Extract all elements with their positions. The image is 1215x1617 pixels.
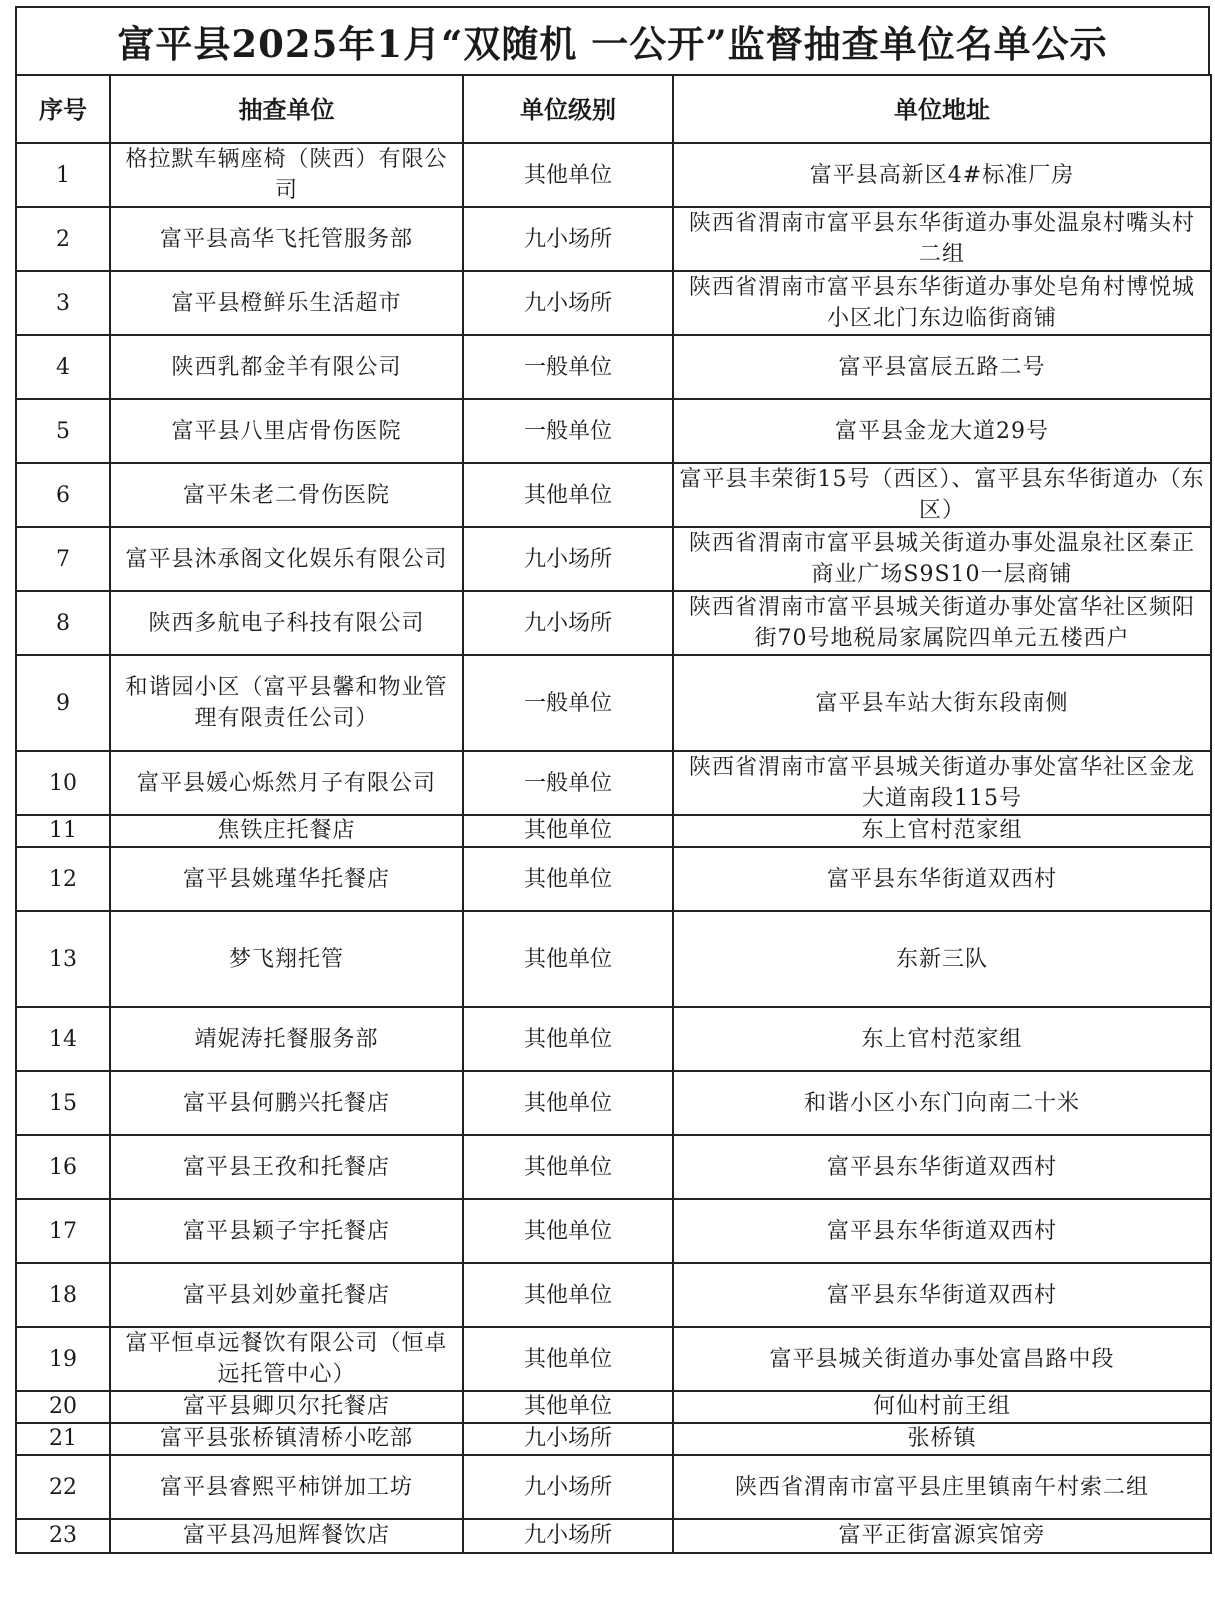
cell-unit: 靖妮涛托餐服务部 <box>110 1007 463 1071</box>
cell-level: 一般单位 <box>463 399 673 463</box>
cell-address: 陕西省渭南市富平县城关街道办事处温泉社区秦正商业广场S9S10一层商铺 <box>673 527 1211 591</box>
cell-level: 其他单位 <box>463 1007 673 1071</box>
cell-address: 东上官村范家组 <box>673 815 1211 847</box>
cell-address: 富平县东华街道双西村 <box>673 1263 1211 1327</box>
cell-level: 其他单位 <box>463 1135 673 1199</box>
cell-no: 10 <box>16 751 110 815</box>
cell-address: 东新三队 <box>673 911 1211 1007</box>
table-row <box>16 655 1211 751</box>
cell-unit: 富平朱老二骨伤医院 <box>110 463 463 527</box>
table-row <box>16 1455 1211 1519</box>
cell-unit: 富平县高华飞托管服务部 <box>110 207 463 271</box>
cell-unit: 梦飞翔托管 <box>110 911 463 1007</box>
cell-unit: 富平县橙鲜乐生活超市 <box>110 271 463 335</box>
cell-level: 一般单位 <box>463 751 673 815</box>
cell-no: 5 <box>16 399 110 463</box>
cell-unit: 富平县沐承阁文化娱乐有限公司 <box>110 527 463 591</box>
table-row <box>16 207 1211 271</box>
cell-address: 东上官村范家组 <box>673 1007 1211 1071</box>
cell-unit: 富平县睿熙平柿饼加工坊 <box>110 1455 463 1519</box>
cell-address: 富平县丰荣街15号（西区）、富平县东华街道办（东区） <box>673 463 1211 527</box>
cell-no: 6 <box>16 463 110 527</box>
cell-level: 其他单位 <box>463 1327 673 1391</box>
header-address: 单位地址 <box>673 75 1211 143</box>
cell-no: 7 <box>16 527 110 591</box>
inspection-table <box>15 74 1212 1554</box>
cell-address: 陕西省渭南市富平县东华街道办事处皂角村博悦城小区北门东边临街商铺 <box>673 271 1211 335</box>
cell-level: 其他单位 <box>463 1263 673 1327</box>
table-row <box>16 143 1211 207</box>
cell-unit: 富平县颖子宇托餐店 <box>110 1199 463 1263</box>
cell-no: 8 <box>16 591 110 655</box>
cell-level: 其他单位 <box>463 847 673 911</box>
page-title: 富平县2025年1月“双随机 一公开”监督抽查单位名单公示 <box>15 6 1210 74</box>
cell-no: 14 <box>16 1007 110 1071</box>
table-row <box>16 1135 1211 1199</box>
cell-level: 其他单位 <box>463 1391 673 1423</box>
header-unit: 抽查单位 <box>110 75 463 143</box>
table-row <box>16 1071 1211 1135</box>
cell-no: 3 <box>16 271 110 335</box>
cell-no: 12 <box>16 847 110 911</box>
header-level: 单位级别 <box>463 75 673 143</box>
cell-address: 富平县东华街道双西村 <box>673 847 1211 911</box>
cell-no: 21 <box>16 1423 110 1455</box>
cell-level: 一般单位 <box>463 655 673 751</box>
cell-no: 15 <box>16 1071 110 1135</box>
cell-level: 其他单位 <box>463 911 673 1007</box>
cell-no: 4 <box>16 335 110 399</box>
cell-no: 11 <box>16 815 110 847</box>
cell-no: 16 <box>16 1135 110 1199</box>
cell-unit: 富平县冯旭辉餐饮店 <box>110 1519 463 1553</box>
cell-unit: 富平县张桥镇清桥小吃部 <box>110 1423 463 1455</box>
cell-unit: 焦铁庄托餐店 <box>110 815 463 847</box>
cell-address: 富平县车站大街东段南侧 <box>673 655 1211 751</box>
table-row <box>16 1327 1211 1391</box>
cell-address: 富平县东华街道双西村 <box>673 1199 1211 1263</box>
table-row <box>16 751 1211 815</box>
cell-address: 陕西省渭南市富平县城关街道办事处富华社区频阳街70号地税局家属院四单元五楼西户 <box>673 591 1211 655</box>
cell-no: 13 <box>16 911 110 1007</box>
cell-address: 陕西省渭南市富平县庄里镇南午村索二组 <box>673 1455 1211 1519</box>
table-row <box>16 1519 1211 1553</box>
cell-address: 富平县富辰五路二号 <box>673 335 1211 399</box>
cell-address: 何仙村前王组 <box>673 1391 1211 1423</box>
cell-no: 18 <box>16 1263 110 1327</box>
table-row <box>16 527 1211 591</box>
cell-level: 九小场所 <box>463 271 673 335</box>
cell-address: 富平县东华街道双西村 <box>673 1135 1211 1199</box>
cell-unit: 富平县刘妙童托餐店 <box>110 1263 463 1327</box>
cell-unit: 格拉默车辆座椅（陕西）有限公司 <box>110 143 463 207</box>
cell-no: 20 <box>16 1391 110 1423</box>
cell-no: 9 <box>16 655 110 751</box>
cell-unit: 富平恒卓远餐饮有限公司（恒卓远托管中心） <box>110 1327 463 1391</box>
cell-no: 1 <box>16 143 110 207</box>
cell-level: 其他单位 <box>463 463 673 527</box>
cell-unit: 富平县何鹏兴托餐店 <box>110 1071 463 1135</box>
table-header-row <box>16 75 1211 143</box>
cell-no: 22 <box>16 1455 110 1519</box>
table-row <box>16 911 1211 1007</box>
cell-no: 2 <box>16 207 110 271</box>
cell-unit: 富平县卿贝尔托餐店 <box>110 1391 463 1423</box>
table-row <box>16 1391 1211 1423</box>
cell-no: 23 <box>16 1519 110 1553</box>
cell-level: 九小场所 <box>463 1423 673 1455</box>
cell-address: 陕西省渭南市富平县城关街道办事处富华社区金龙大道南段115号 <box>673 751 1211 815</box>
cell-level: 其他单位 <box>463 143 673 207</box>
table-row <box>16 399 1211 463</box>
table-row <box>16 463 1211 527</box>
table-row <box>16 815 1211 847</box>
cell-address: 和谐小区小东门向南二十米 <box>673 1071 1211 1135</box>
table-row <box>16 1423 1211 1455</box>
cell-unit: 富平县姚瑾华托餐店 <box>110 847 463 911</box>
cell-unit: 陕西多航电子科技有限公司 <box>110 591 463 655</box>
cell-level: 九小场所 <box>463 207 673 271</box>
cell-level: 其他单位 <box>463 815 673 847</box>
cell-no: 17 <box>16 1199 110 1263</box>
cell-address: 富平县城关街道办事处富昌路中段 <box>673 1327 1211 1391</box>
header-no: 序号 <box>16 75 110 143</box>
table-row <box>16 1263 1211 1327</box>
table-body <box>16 143 1211 1553</box>
cell-address: 陕西省渭南市富平县东华街道办事处温泉村嘴头村二组 <box>673 207 1211 271</box>
cell-level: 一般单位 <box>463 335 673 399</box>
cell-level: 其他单位 <box>463 1199 673 1263</box>
table-row <box>16 335 1211 399</box>
cell-level: 九小场所 <box>463 1455 673 1519</box>
table-row <box>16 847 1211 911</box>
table-row <box>16 1199 1211 1263</box>
cell-no: 19 <box>16 1327 110 1391</box>
table-row <box>16 1007 1211 1071</box>
cell-unit: 富平县媛心烁然月子有限公司 <box>110 751 463 815</box>
table-row <box>16 591 1211 655</box>
cell-level: 其他单位 <box>463 1071 673 1135</box>
cell-address: 富平县高新区4#标准厂房 <box>673 143 1211 207</box>
cell-unit: 富平县王孜和托餐店 <box>110 1135 463 1199</box>
cell-level: 九小场所 <box>463 1519 673 1553</box>
cell-unit: 陕西乳都金羊有限公司 <box>110 335 463 399</box>
notice-sheet <box>15 6 1210 1554</box>
cell-level: 九小场所 <box>463 527 673 591</box>
cell-level: 九小场所 <box>463 591 673 655</box>
cell-unit: 富平县八里店骨伤医院 <box>110 399 463 463</box>
cell-address: 富平正街富源宾馆旁 <box>673 1519 1211 1553</box>
cell-unit: 和谐园小区（富平县馨和物业管理有限责任公司） <box>110 655 463 751</box>
cell-address: 张桥镇 <box>673 1423 1211 1455</box>
table-row <box>16 271 1211 335</box>
cell-address: 富平县金龙大道29号 <box>673 399 1211 463</box>
